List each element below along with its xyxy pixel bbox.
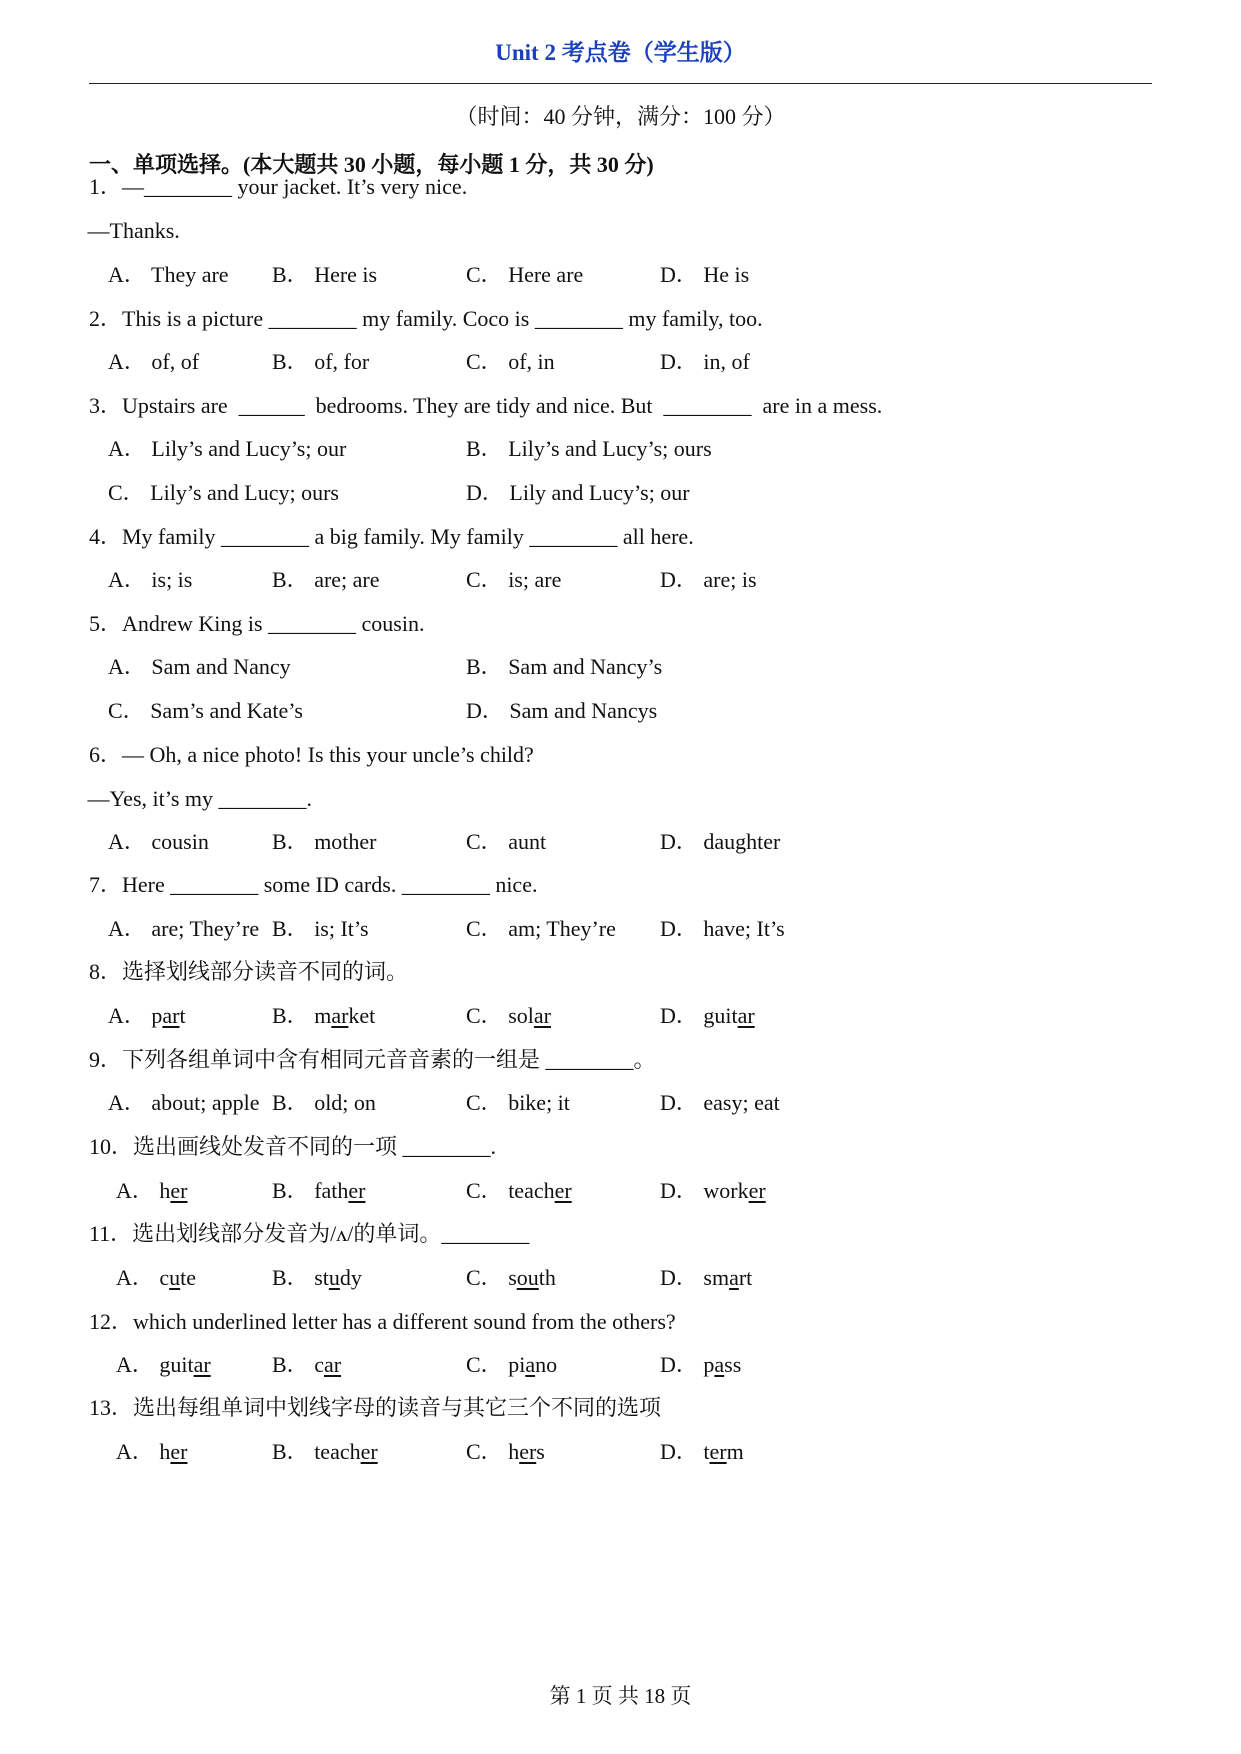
answer-option (108, 478, 339, 508)
answer-option (660, 1176, 766, 1206)
option-letter: B． (272, 1090, 309, 1115)
underlined-letters: er (360, 1439, 378, 1464)
answer-option (108, 565, 192, 595)
option-letter: A． (108, 829, 146, 854)
option-text: Sam and Nancys (509, 698, 658, 723)
option-text: mother (314, 829, 377, 854)
option-text: sol (508, 1003, 534, 1028)
option-text: teach (314, 1439, 361, 1464)
option-letter: C． (466, 1439, 503, 1464)
option-letter: B． (272, 262, 309, 287)
option-letter: B． (466, 654, 503, 679)
answer-option (466, 696, 657, 726)
option-text: is; are (508, 567, 562, 592)
answer-option (108, 1001, 186, 1031)
option-text: Sam and Nancy’s (508, 654, 663, 679)
answer-option (660, 347, 750, 377)
option-letter: B． (466, 436, 503, 461)
answer-option (108, 347, 199, 377)
answer-option (108, 914, 259, 944)
option-text: st (314, 1265, 329, 1290)
answer-option (272, 347, 369, 377)
option-text: are; They’re (151, 916, 260, 941)
option-letter: B． (272, 1265, 309, 1290)
option-letter: C． (466, 262, 503, 287)
option-text: pi (508, 1352, 526, 1377)
option-letter: D． (466, 698, 504, 723)
underlined-letters: ar (162, 1003, 180, 1028)
option-text: h (159, 1178, 171, 1203)
answer-option (272, 914, 369, 944)
underlined-letters: a (525, 1352, 536, 1377)
question-stem: 4．My family ________ a big family. My family ________ all here. (89, 524, 694, 549)
option-text: sm (703, 1265, 730, 1290)
option-letter: A． (108, 262, 146, 287)
answer-option (466, 1176, 572, 1206)
option-letter: C． (466, 916, 503, 941)
option-letter: A． (116, 1178, 154, 1203)
question-stem: 5．Andrew King is ________ cousin. (89, 611, 425, 636)
answer-option (466, 1088, 570, 1118)
answer-option (108, 696, 303, 726)
answer-option (108, 1088, 260, 1118)
option-letter: A． (108, 916, 146, 941)
answer-option (272, 1437, 378, 1467)
answer-option (116, 1176, 187, 1206)
option-text: aunt (508, 829, 547, 854)
option-text: He is (703, 262, 750, 287)
option-letter: A． (108, 1003, 146, 1028)
option-letter: D． (660, 349, 698, 374)
question-stem: 6．— Oh, a nice photo! Is this your uncle’s child? (89, 742, 534, 767)
answer-option (272, 1088, 376, 1118)
option-text: p (703, 1352, 715, 1377)
option-letter: D． (660, 829, 698, 854)
option-text: Here is (314, 262, 378, 287)
option-letter: B． (272, 916, 309, 941)
answer-option (466, 827, 546, 857)
answer-option (660, 1088, 780, 1118)
option-letter: C． (466, 1265, 503, 1290)
option-letter: D． (466, 480, 504, 505)
underlined-letters: er (170, 1439, 188, 1464)
option-letter: A． (108, 654, 146, 679)
underlined-letters: a (714, 1352, 725, 1377)
option-text: h (508, 1439, 520, 1464)
option-text: in, of (703, 349, 750, 374)
option-text: guit (159, 1352, 194, 1377)
answer-option (108, 260, 229, 290)
option-letter: A． (116, 1439, 154, 1464)
option-text: m (314, 1003, 332, 1028)
option-text: is; is (151, 567, 193, 592)
answer-option (660, 827, 780, 857)
underlined-letters: ar (533, 1003, 551, 1028)
option-letter: D． (660, 916, 698, 941)
underlined-letters: ar (193, 1352, 211, 1377)
option-letter: D． (660, 262, 698, 287)
option-text: old; on (314, 1090, 376, 1115)
option-text: ss (724, 1352, 742, 1377)
question-stem: 13．选出每组单词中划线字母的读音与其它三个不同的选项 (89, 1395, 662, 1420)
question-stem: 12．which underlined letter has a different sound from the others? (89, 1309, 676, 1334)
option-text: h (159, 1439, 171, 1464)
answer-option (272, 260, 377, 290)
option-letter: D． (660, 567, 698, 592)
option-letter: C． (108, 480, 145, 505)
option-text: m (726, 1439, 744, 1464)
option-letter: C． (466, 1352, 503, 1377)
option-letter: B． (272, 1352, 309, 1377)
option-text: daughter (703, 829, 781, 854)
answer-option (116, 1350, 211, 1380)
option-text: teach (508, 1178, 555, 1203)
answer-option (272, 1176, 365, 1206)
option-text: Sam’s and Kate’s (150, 698, 303, 723)
option-text: t (179, 1003, 186, 1028)
option-text: Lily and Lucy’s; our (509, 480, 690, 505)
option-letter: C． (466, 567, 503, 592)
option-text: cousin (151, 829, 209, 854)
answer-option (660, 1263, 752, 1293)
answer-option (272, 1001, 375, 1031)
option-letter: B． (272, 1003, 309, 1028)
option-text: about; apple (151, 1090, 260, 1115)
underlined-letters: er (170, 1178, 188, 1203)
question-stem: 10．选出画线处发音不同的一项 ________. (89, 1134, 497, 1159)
question-stem: 9．下列各组单词中含有相同元音音素的一组是 ________。 (89, 1047, 656, 1072)
option-text: s (508, 1265, 517, 1290)
option-text: guit (703, 1003, 738, 1028)
underlined-letters: ar (737, 1003, 755, 1028)
answer-option (660, 1350, 741, 1380)
answer-option (466, 260, 583, 290)
option-text: rt (738, 1265, 753, 1290)
option-letter: B． (272, 1178, 309, 1203)
option-text: work (703, 1178, 749, 1203)
underlined-letters: er (554, 1178, 572, 1203)
answer-option (116, 1263, 196, 1293)
option-text: c (314, 1352, 324, 1377)
answer-option (466, 347, 555, 377)
option-letter: D． (660, 1003, 698, 1028)
question-stem: 1．—________ your jacket. It’s very nice. (89, 174, 468, 199)
answer-option (272, 1263, 362, 1293)
option-text: no (535, 1352, 558, 1377)
answer-option (466, 1437, 545, 1467)
page-title: Unit 2 考点卷（学生版） (495, 40, 746, 65)
answer-option (272, 827, 377, 857)
option-letter: C． (466, 1090, 503, 1115)
underlined-letters: er (748, 1178, 766, 1203)
option-letter: C． (466, 1178, 503, 1203)
answer-option (466, 914, 616, 944)
exam-time-and-score: （时间：40 分钟，满分：100 分） (455, 104, 786, 129)
option-letter: D． (660, 1439, 698, 1464)
question-stem: 2．This is a picture ________ my family. Coco is ________ my family, too. (89, 306, 763, 331)
option-text: of, of (151, 349, 200, 374)
option-letter: D． (660, 1090, 698, 1115)
option-text: Lily’s and Lucy’s; ours (508, 436, 712, 461)
question-stem: 8．选择划线部分读音不同的词。 (89, 959, 409, 984)
option-letter: B． (272, 1439, 309, 1464)
question-stem: —Thanks. (82, 218, 180, 243)
question-stem: 3．Upstairs are ______ bedrooms. They are tidy and nice. But ________ are in a mess. (89, 393, 883, 418)
option-letter: C． (466, 349, 503, 374)
answer-option (466, 434, 712, 464)
option-text: are; are (314, 567, 380, 592)
underlined-letters: u (328, 1265, 340, 1290)
underlined-letters: er (348, 1178, 366, 1203)
underlined-letters: u (169, 1265, 181, 1290)
option-text: p (151, 1003, 163, 1028)
option-letter: A． (116, 1352, 154, 1377)
answer-option (466, 478, 690, 508)
answer-option (466, 1001, 551, 1031)
option-letter: D． (660, 1178, 698, 1203)
option-text: have; It’s (703, 916, 785, 941)
option-text: s (536, 1439, 545, 1464)
option-letter: A． (108, 349, 146, 374)
option-text: of, in (508, 349, 555, 374)
option-text: Here are (508, 262, 584, 287)
answer-option (660, 1437, 744, 1467)
option-letter: A． (108, 436, 146, 461)
answer-option (108, 652, 291, 682)
underlined-letters: er (709, 1439, 727, 1464)
answer-option (116, 1437, 187, 1467)
section-heading: 一、单项选择。(本大题共 30 小题，每小题 1 分，共 30 分) (89, 152, 654, 177)
option-text: dy (339, 1265, 362, 1290)
option-text: th (538, 1265, 556, 1290)
option-letter: C． (466, 1003, 503, 1028)
answer-option (466, 652, 662, 682)
option-text: They are (151, 262, 229, 287)
option-text: of, for (314, 349, 370, 374)
answer-option (108, 827, 209, 857)
header-divider (89, 83, 1152, 84)
option-text: c (159, 1265, 170, 1290)
option-text: are; is (703, 567, 757, 592)
option-text: bike; it (508, 1090, 570, 1115)
answer-option (660, 914, 785, 944)
answer-option (660, 260, 749, 290)
underlined-letters: ou (516, 1265, 539, 1290)
underlined-letters: a (729, 1265, 739, 1290)
answer-option (466, 1263, 556, 1293)
answer-option (272, 1350, 341, 1380)
option-letter: A． (108, 567, 146, 592)
option-text: Lily’s and Lucy; ours (150, 480, 339, 505)
option-text: t (703, 1439, 710, 1464)
question-stem: 11．选出划线部分发音为/ʌ/的单词。________ (89, 1221, 530, 1246)
underlined-letters: ar (323, 1352, 342, 1377)
option-letter: B． (272, 567, 309, 592)
answer-option (466, 565, 561, 595)
option-text: am; They’re (508, 916, 616, 941)
option-text: easy; eat (703, 1090, 780, 1115)
underlined-letters: er (519, 1439, 537, 1464)
option-letter: C． (108, 698, 145, 723)
option-letter: A． (116, 1265, 154, 1290)
answer-option (108, 434, 346, 464)
underlined-letters: ar (331, 1003, 349, 1028)
option-text: fath (314, 1178, 349, 1203)
question-stem: —Yes, it’s my ________. (82, 786, 313, 811)
option-text: te (180, 1265, 197, 1290)
page-footer: 第 1 页 共 18 页 (549, 1684, 692, 1708)
answer-option (272, 565, 380, 595)
option-letter: B． (272, 829, 309, 854)
answer-option (466, 1350, 557, 1380)
option-letter: C． (466, 829, 503, 854)
option-text: Sam and Nancy (151, 654, 291, 679)
option-text: Lily’s and Lucy’s; our (151, 436, 347, 461)
answer-option (660, 565, 757, 595)
option-letter: A． (108, 1090, 146, 1115)
option-text: ket (348, 1003, 376, 1028)
question-stem: 7．Here ________ some ID cards. ________ nice. (89, 872, 538, 897)
option-letter: D． (660, 1352, 698, 1377)
option-letter: D． (660, 1265, 698, 1290)
answer-option (660, 1001, 755, 1031)
option-letter: B． (272, 349, 309, 374)
option-text: is; It’s (314, 916, 369, 941)
